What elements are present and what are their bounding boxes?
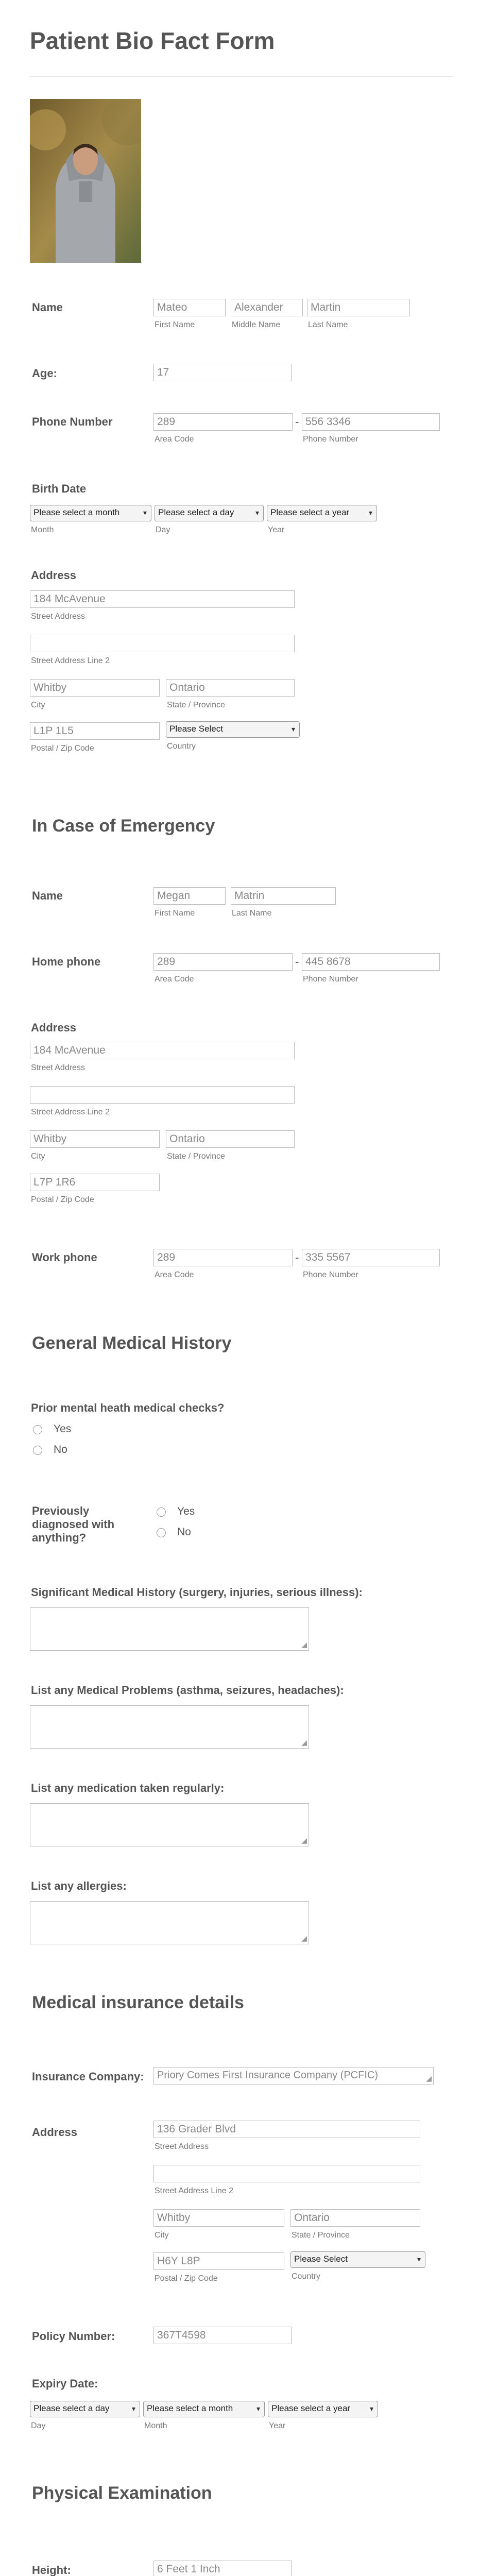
home-phone-number-sublabel: Phone Number xyxy=(303,975,358,984)
mental-health-no-label: No xyxy=(54,1444,67,1455)
expiry-year-select[interactable] xyxy=(268,2401,378,2417)
work-phone-area-input[interactable]: 289 xyxy=(153,1249,293,1266)
chevron-down-icon: ▾ xyxy=(417,2255,421,2263)
insurance-street-sublabel: Street Address xyxy=(155,2142,209,2151)
diagnosed-yes-radio[interactable] xyxy=(157,1507,166,1517)
city-sublabel: City xyxy=(31,701,45,709)
phone-dash: - xyxy=(295,415,299,428)
birth-day-value: Please select a day xyxy=(158,507,234,517)
birth-month-select[interactable] xyxy=(30,505,151,521)
height-input[interactable]: 6 Feet 1 Inch xyxy=(153,2561,292,2576)
age-label: Age: xyxy=(32,367,57,380)
birth-day-select[interactable] xyxy=(155,505,264,521)
diagnosed-yes-label: Yes xyxy=(177,1505,195,1517)
age-input[interactable]: 17 xyxy=(153,364,292,381)
birth-day-sublabel: Day xyxy=(156,526,170,534)
diagnosed-label-line3: anything? xyxy=(32,1531,87,1544)
work-phone-number-sublabel: Phone Number xyxy=(303,1270,358,1279)
birth-year-sublabel: Year xyxy=(268,526,285,534)
country-sublabel: Country xyxy=(167,742,196,751)
emergency-state-input[interactable]: Ontario xyxy=(166,1130,295,1148)
policy-number-input[interactable]: 367T4598 xyxy=(153,2327,292,2344)
insurance-state-input[interactable]: Ontario xyxy=(290,2209,420,2227)
diagnosed-label-line2: diagnosed with xyxy=(32,1518,115,1531)
insurance-address-label: Address xyxy=(32,2126,78,2139)
middle-name-input[interactable]: Alexander xyxy=(231,299,303,316)
insurance-street-input[interactable]: 136 Grader Blvd xyxy=(153,2121,420,2138)
chevron-down-icon: ▾ xyxy=(256,2404,260,2413)
name-label: Name xyxy=(32,301,63,314)
title-divider xyxy=(30,76,453,77)
chevron-down-icon: ▾ xyxy=(143,509,147,517)
postal-code-sublabel: Postal / Zip Code xyxy=(31,744,94,753)
phone-label: Phone Number xyxy=(32,415,113,428)
insurance-country-select[interactable] xyxy=(290,2251,425,2268)
insurance-country-value: Please Select xyxy=(294,2254,348,2264)
phone-number-input[interactable]: 556 3346 xyxy=(302,413,440,431)
last-name-input[interactable]: Martin xyxy=(307,299,410,316)
mental-health-no-radio[interactable] xyxy=(33,1446,42,1455)
insurance-street2-input[interactable] xyxy=(153,2165,420,2182)
chevron-down-icon: ▾ xyxy=(369,2404,373,2413)
birth-month-sublabel: Month xyxy=(31,526,54,534)
resize-grip-icon[interactable]: ◢ xyxy=(301,1836,307,1844)
diagnosed-no-radio[interactable] xyxy=(157,1528,166,1537)
resize-grip-icon[interactable]: ◢ xyxy=(301,1640,307,1649)
emergency-name-label: Name xyxy=(32,889,63,902)
emergency-street-input[interactable]: 184 McAvenue xyxy=(30,1042,295,1059)
emergency-city-input[interactable]: Whitby xyxy=(30,1130,160,1148)
diagnosed-no-label: No xyxy=(177,1526,191,1538)
diagnosed-label-line1: Previously xyxy=(32,1504,90,1517)
emergency-postal-input[interactable]: L7P 1R6 xyxy=(30,1174,160,1191)
insurance-postal-sublabel: Postal / Zip Code xyxy=(155,2274,218,2283)
significant-history-textarea[interactable] xyxy=(30,1607,309,1651)
work-phone-area-sublabel: Area Code xyxy=(155,1270,194,1279)
last-name-sublabel: Last Name xyxy=(308,320,348,329)
medical-problems-label: List any Medical Problems (asthma, seizures, headaches): xyxy=(31,1684,344,1697)
chevron-down-icon: ▾ xyxy=(291,725,295,733)
insurance-postal-input[interactable]: H6Y L8P xyxy=(153,2252,284,2270)
city-input[interactable]: Whitby xyxy=(30,679,160,697)
street-address-line2-input[interactable] xyxy=(30,635,295,652)
emergency-city-sublabel: City xyxy=(31,1152,45,1161)
first-name-input[interactable]: Mateo xyxy=(153,299,226,316)
resize-grip-icon[interactable]: ◢ xyxy=(426,2074,432,2082)
form-title: Patient Bio Fact Form xyxy=(30,27,275,54)
emergency-postal-sublabel: Postal / Zip Code xyxy=(31,1195,94,1204)
chevron-down-icon: ▾ xyxy=(131,2404,135,2413)
home-phone-dash: - xyxy=(295,955,299,968)
expiry-day-value: Please select a day xyxy=(33,2403,110,2413)
birth-year-select[interactable] xyxy=(267,505,377,521)
emergency-street-sublabel: Street Address xyxy=(31,1063,85,1072)
street-address-line2-sublabel: Street Address Line 2 xyxy=(31,656,110,665)
mental-health-label: Prior mental heath medical checks? xyxy=(31,1401,225,1414)
birth-year-value: Please select a year xyxy=(270,507,350,517)
medication-textarea[interactable] xyxy=(30,1803,309,1846)
mental-health-yes-radio[interactable] xyxy=(33,1425,42,1434)
phone-area-code-input[interactable]: 289 xyxy=(153,413,293,431)
home-phone-label: Home phone xyxy=(32,955,101,968)
insurance-company-value: Priory Comes First Insurance Company (PCFIC) xyxy=(157,2070,378,2081)
patient-photo xyxy=(30,99,141,263)
expiry-month-select[interactable] xyxy=(143,2401,265,2417)
mental-health-yes-label: Yes xyxy=(54,1423,72,1435)
street-address-sublabel: Street Address xyxy=(31,612,85,621)
allergies-label: List any allergies: xyxy=(31,1879,127,1892)
insurance-street2-sublabel: Street Address Line 2 xyxy=(155,2187,233,2195)
insurance-country-sublabel: Country xyxy=(292,2272,321,2281)
phone-area-sublabel: Area Code xyxy=(155,435,194,444)
home-phone-area-input[interactable]: 289 xyxy=(153,953,293,971)
work-phone-label: Work phone xyxy=(32,1251,97,1264)
height-label: Height: xyxy=(32,2564,71,2576)
state-sublabel: State / Province xyxy=(167,701,225,709)
resize-grip-icon[interactable]: ◢ xyxy=(301,1738,307,1747)
address-label: Address xyxy=(31,569,77,582)
work-phone-number-input[interactable]: 335 5567 xyxy=(302,1249,440,1266)
expiry-month-sublabel: Month xyxy=(144,2421,167,2430)
first-name-sublabel: First Name xyxy=(155,320,195,329)
chevron-down-icon: ▾ xyxy=(255,509,259,517)
expiry-day-select[interactable] xyxy=(30,2401,140,2417)
policy-number-label: Policy Number: xyxy=(32,2330,115,2343)
country-value: Please Select xyxy=(169,724,223,734)
emergency-last-name-sublabel: Last Name xyxy=(232,909,272,918)
emergency-street2-sublabel: Street Address Line 2 xyxy=(31,1108,110,1116)
allergies-textarea[interactable] xyxy=(30,1901,309,1944)
home-phone-number-input[interactable]: 445 8678 xyxy=(302,953,440,971)
emergency-last-name-input[interactable]: Matrin xyxy=(231,887,336,905)
resize-grip-icon[interactable]: ◢ xyxy=(301,1934,307,1942)
expiry-year-value: Please select a year xyxy=(271,2403,351,2413)
expiry-year-sublabel: Year xyxy=(269,2421,286,2430)
state-input[interactable]: Ontario xyxy=(166,679,295,697)
home-phone-area-sublabel: Area Code xyxy=(155,975,194,984)
work-phone-dash: - xyxy=(295,1251,299,1264)
insurance-state-sublabel: State / Province xyxy=(292,2231,350,2240)
significant-history-label: Significant Medical History (surgery, injuries, serious illness): xyxy=(31,1586,363,1599)
chevron-down-icon: ▾ xyxy=(368,509,372,517)
insurance-company-label: Insurance Company: xyxy=(32,2070,144,2083)
street-address-input[interactable]: 184 McAvenue xyxy=(30,590,295,608)
emergency-state-sublabel: State / Province xyxy=(167,1152,225,1161)
medication-label: List any medication taken regularly: xyxy=(31,1782,225,1794)
birth-date-label: Birth Date xyxy=(32,482,87,495)
middle-name-sublabel: Middle Name xyxy=(232,320,281,329)
emergency-heading: In Case of Emergency xyxy=(32,816,215,836)
insurance-city-input[interactable]: Whitby xyxy=(153,2209,284,2227)
country-select[interactable] xyxy=(166,721,300,738)
expiry-date-label: Expiry Date: xyxy=(32,2377,98,2390)
medical-history-heading: General Medical History xyxy=(32,1333,232,1353)
emergency-street2-input[interactable] xyxy=(30,1086,295,1104)
emergency-first-name-sublabel: First Name xyxy=(155,909,195,918)
emergency-address-label: Address xyxy=(31,1021,77,1034)
medical-problems-textarea[interactable] xyxy=(30,1705,309,1749)
expiry-month-value: Please select a month xyxy=(147,2403,233,2413)
insurance-city-sublabel: City xyxy=(155,2231,169,2240)
expiry-day-sublabel: Day xyxy=(31,2421,46,2430)
emergency-first-name-input[interactable]: Megan xyxy=(153,887,226,905)
insurance-company-input[interactable] xyxy=(153,2067,434,2084)
birth-month-value: Please select a month xyxy=(33,507,120,517)
insurance-heading: Medical insurance details xyxy=(32,1993,244,2012)
phone-number-sublabel: Phone Number xyxy=(303,435,358,444)
postal-code-input[interactable]: L1P 1L5 xyxy=(30,722,160,740)
physical-exam-heading: Physical Examination xyxy=(32,2483,212,2503)
